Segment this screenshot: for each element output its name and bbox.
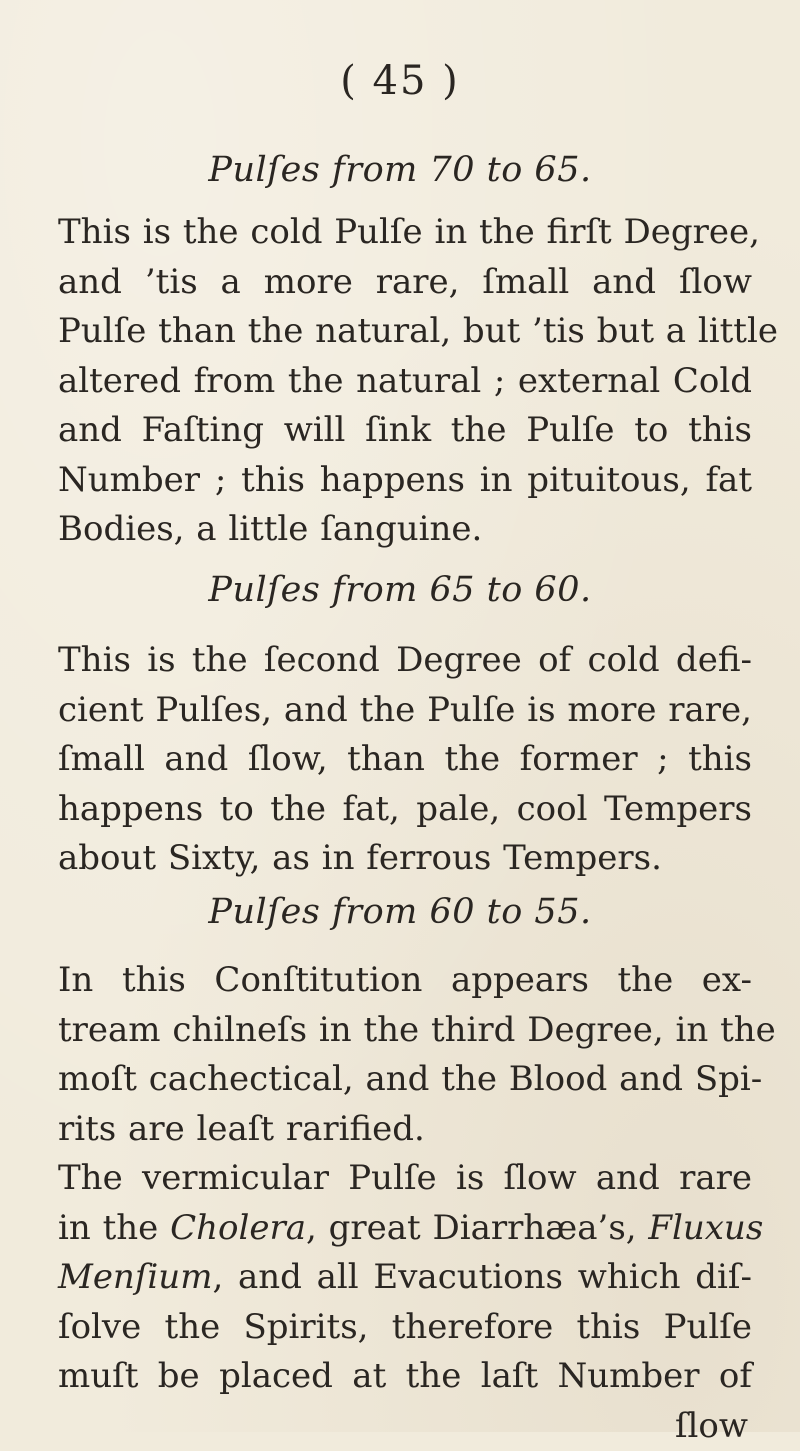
heading-text: Pulſes from 65 to 60. xyxy=(208,570,591,610)
text-line: Bodies, a little ſanguine. xyxy=(58,505,752,555)
italic-term: Menſium xyxy=(58,1257,212,1297)
text-line: ſolve the Spirits, therefore this Pulſe xyxy=(58,1303,752,1353)
text-line: in the Cholera, great Diarrhæa’s, Fluxus xyxy=(58,1204,752,1254)
italic-term: Cholera xyxy=(170,1208,306,1248)
text-line: cient Pulſes, and the Pulſe is more rare, xyxy=(58,686,752,736)
text-line: rits are leaſt rarified. xyxy=(58,1105,752,1155)
text-line: and ’tis a more rare, ſmall and ſlow xyxy=(58,258,752,308)
text-line: Menſium, and all Evacutions which diſ- xyxy=(58,1253,752,1303)
page-number: ( 45 ) xyxy=(0,58,800,104)
heading-text: Pulſes from 60 to 55. xyxy=(208,892,591,932)
paragraph-60-55 xyxy=(58,956,752,1451)
section-heading-60-55 xyxy=(0,892,800,932)
text-line: The vermicular Pulſe is ſlow and rare xyxy=(58,1154,752,1204)
catchword: ſlow xyxy=(58,1402,752,1451)
text-line: moſt cachectical, and the Blood and Spi- xyxy=(58,1055,752,1105)
text-line: This is the ſecond Degree of cold defi- xyxy=(58,636,752,686)
text-line: tream chilneſs in the third Degree, in the xyxy=(58,1006,752,1056)
section-heading-70-65 xyxy=(0,150,800,190)
text-line: In this Conſtitution appears the ex- xyxy=(58,956,752,1006)
text-line: and Faſting will ſink the Pulſe to this xyxy=(58,406,752,456)
section-heading-65-60 xyxy=(0,570,800,610)
text-line: happens to the fat, pale, cool Tempers xyxy=(58,785,752,835)
italic-term: Fluxus xyxy=(648,1208,763,1248)
text-line: ſmall and ſlow, than the former ; this xyxy=(58,735,752,785)
text-line: This is the cold Pulſe in the firſt Degree, xyxy=(58,208,752,258)
heading-text: Pulſes from 70 to 65. xyxy=(208,150,591,190)
text-line: Number ; this happens in pituitous, fat xyxy=(58,456,752,506)
text-line: about Sixty, as in ferrous Tempers. xyxy=(58,834,752,884)
text-line: Pulſe than the natural, but ’tis but a little xyxy=(58,307,752,357)
text-line: muſt be placed at the laſt Number of xyxy=(58,1352,752,1402)
paragraph-65-60 xyxy=(58,636,752,884)
paragraph-70-65 xyxy=(58,208,752,555)
text-line: altered from the natural ; external Cold xyxy=(58,357,752,407)
